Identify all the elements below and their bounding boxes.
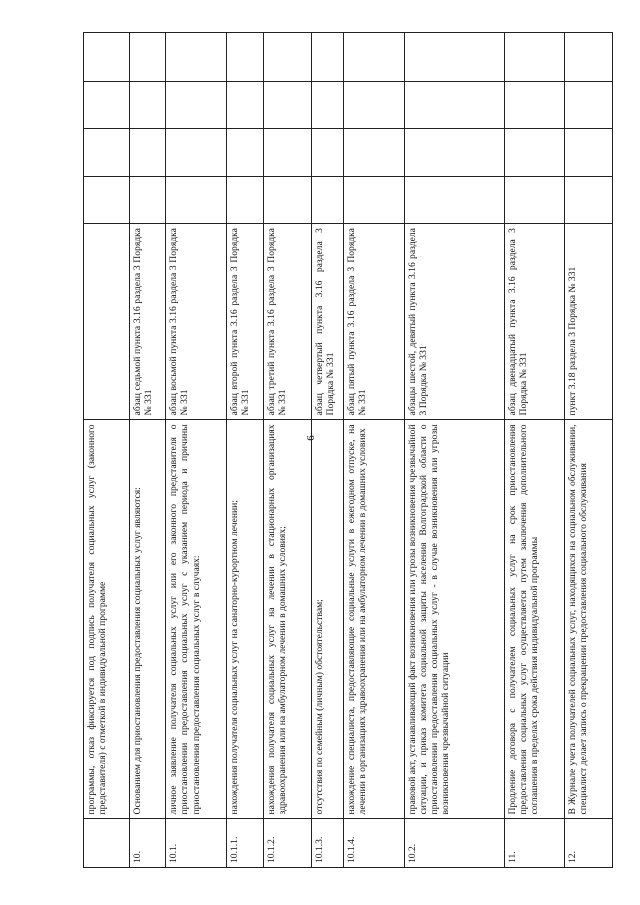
empty-cell [311, 33, 344, 82]
row-number: 11. [504, 819, 565, 868]
table-row [84, 33, 130, 868]
empty-cell [166, 129, 227, 177]
row-number: 10.1.1. [227, 819, 264, 868]
regulation-reference: абзац четвертый пункта 3.16 раздела 3 Порядка № 331 [311, 224, 344, 420]
requirement-text: нахождения получателя социальных услуг на санаторно-курортном лечении; [227, 420, 264, 819]
empty-cell [263, 176, 311, 224]
empty-cell [166, 176, 227, 224]
table-row [504, 33, 565, 868]
regulation-reference [84, 224, 130, 420]
empty-cell [129, 33, 166, 82]
empty-cell [344, 129, 405, 177]
table-row [404, 33, 504, 868]
regulation-reference: абзац седьмой пункта 3.16 раздела 3 Порядка № 331 [129, 224, 166, 420]
empty-cell [227, 81, 264, 129]
requirement-text: Основанием для приостановления предоставления социальных услуг являются: [129, 420, 166, 819]
table-row [311, 33, 344, 868]
empty-cell [263, 33, 311, 82]
regulation-reference: абзац двенадцатый пункта 3.16 раздела 3 Порядка № 331 [504, 224, 565, 420]
empty-cell [129, 176, 166, 224]
empty-cell [344, 81, 405, 129]
empty-cell [129, 129, 166, 177]
requirement-text: нахождение специалиста, предоставляющие социальные услуги в ежегодном отпуске, на лечении в организациях здравоохранения или на амбулаторном лечении в домашних условиях [344, 420, 405, 819]
empty-cell [84, 176, 130, 224]
empty-cell [504, 81, 565, 129]
requirement-text: нахождения получателя социальных услуг на лечении в стационарных организациях здравоохранения или на амбулаторном лечении в домашних условиях; [263, 420, 311, 819]
empty-cell [504, 33, 565, 82]
regulation-reference: абзац второй пункта 3.16 раздела 3 Порядка № 331 [227, 224, 264, 420]
row-number: 10.2. [404, 819, 504, 868]
regulation-reference: абзац пятый пункта 3.16 раздела 3 Порядка № 331 [344, 224, 405, 420]
empty-cell [227, 129, 264, 177]
table-row [227, 33, 264, 868]
empty-cell [166, 33, 227, 82]
empty-cell [344, 176, 405, 224]
empty-cell [504, 176, 565, 224]
table-row [166, 33, 227, 868]
empty-cell [166, 81, 227, 129]
empty-cell [565, 33, 613, 82]
regulation-reference: абзац восьмой пункта 3.16 раздела 3 Порядка № 331 [166, 224, 227, 420]
empty-cell [565, 129, 613, 177]
empty-cell [311, 129, 344, 177]
empty-cell [84, 33, 130, 82]
empty-cell [504, 129, 565, 177]
table-row [344, 33, 405, 868]
rotated-table-wrapper [83, 32, 613, 868]
requirement-text: программы, отказ фиксируется под подпись получателя социальных услуг (законного представителя) с отметкой в индивидуальной программе [84, 420, 130, 819]
empty-cell [263, 81, 311, 129]
regulation-reference: абзацы шестой, девятый пункта 3.16 раздела 3 Порядка № 331 [404, 224, 504, 420]
regulation-reference: абзац третий пункта 3.16 раздела 3 Порядка № 331 [263, 224, 311, 420]
requirement-text: В Журнале учета получателей социальных услуг, находящихся на социальном обслуживании, специалист делает запись о прекращении предоставления социального обслуживания [565, 420, 613, 819]
table-row [565, 33, 613, 868]
row-number: 10. [129, 819, 166, 868]
empty-cell [404, 129, 504, 177]
empty-cell [565, 81, 613, 129]
empty-cell [227, 33, 264, 82]
row-number: 10.1.3. [311, 819, 344, 868]
row-number: 10.1. [166, 819, 227, 868]
empty-cell [344, 33, 405, 82]
empty-cell [84, 129, 130, 177]
table-row [263, 33, 311, 868]
empty-cell [311, 81, 344, 129]
empty-cell [227, 176, 264, 224]
empty-cell [565, 176, 613, 224]
regulation-reference: пункт 3.18 раздела 3 Порядка № 331 [565, 224, 613, 420]
empty-cell [404, 176, 504, 224]
page-number: 6 [304, 435, 317, 441]
row-number: 10.1.4. [344, 819, 405, 868]
row-number [84, 819, 130, 868]
requirement-text: Продление договора с получателем социальных услуг на срок приостановления предоставления социальных услуг осуществляется путем заключения дополнительного соглашения в пределах срока действия индивидуальной программы [504, 420, 565, 819]
empty-cell [129, 81, 166, 129]
table-row [129, 33, 166, 868]
empty-cell [84, 81, 130, 129]
empty-cell [404, 81, 504, 129]
row-number: 12. [565, 819, 613, 868]
row-number: 10.1.2. [263, 819, 311, 868]
empty-cell [404, 33, 504, 82]
empty-cell [263, 129, 311, 177]
procedure-table [83, 32, 613, 868]
requirement-text: правовой акт, устанавливающий факт возникновения или угрозы возникновения чрезвычайной ситуации, и приказ комитета социальной защиты населения Волгоградской области о приостановлении предоставления социальных услуг - в случае возникновения или угрозы возникновения чрезвычайной ситуации [404, 420, 504, 819]
empty-cell [311, 176, 344, 224]
requirement-text: отсутствия по семейным (личным) обстоятельствам; [311, 420, 344, 819]
requirement-text: личное заявление получателя социальных услуг или его законного представителя о приостановлении предоставления социальных услуг с указанием периода и причины приостановления предоставления социальных услуг в случаях: [166, 420, 227, 819]
